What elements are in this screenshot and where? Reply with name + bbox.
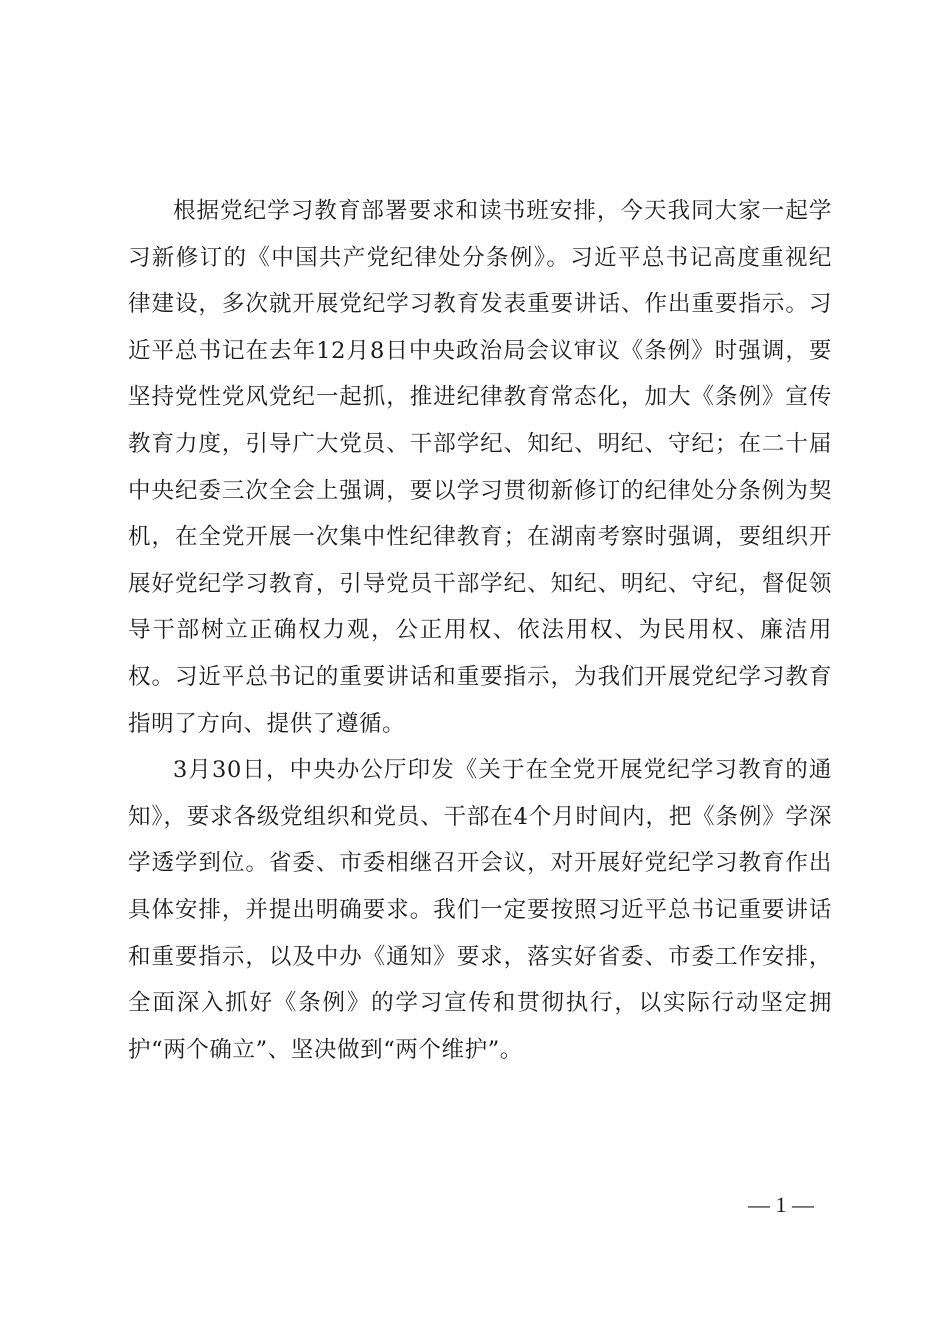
body-paragraph-1: 根据党纪学习教育部署要求和读书班安排，今天我同大家一起学习新修订的《中国共产党纪律处分条例》。习近平总书记高度重视纪律建设，多次就开展党纪学习教育发表重要讲话、作出重要指示。习近平总书记在去年12月8日中央政治局会议审议《条例》时强调，要坚持党性党风党纪一起抓，推进纪律教育常态化，加大《条例》宣传教育力度，引导广大党员、干部学纪、知纪、明纪、守纪；在二十届中央纪委三次全会上强调，要以学习贯彻新修订的纪律处分条例为契机，在全党开展一次集中性纪律教育；在湖南考察时强调，要组织开展好党纪学习教育，引导党员干部学纪、知纪、明纪、守纪，督促领导干部树立正确权力观，公正用权、依法用权、为民用权、廉洁用权。习近平总书记的重要讲话和重要指示，为我们开展党纪学习教育指明了方向、提供了遵循。 xyxy=(128,198,832,737)
page-number: — 1 — xyxy=(748,1192,814,1217)
document-body xyxy=(128,188,832,1073)
body-paragraph-2: 3月30日，中央办公厅印发《关于在全党开展党纪学习教育的通知》，要求各级党组织和党员、干部在4个月时间内，把《条例》学深学透学到位。省委、市委相继召开会议，对开展好党纪学习教育作出具体安排，并提出明确要求。我们一定要按照习近平总书记重要讲话和重要指示，以及中办《通知》要求，落实好省委、市委工作安排，全面深入抓好《条例》的学习宣传和贯彻执行，以实际行动坚定拥护“两个确立”、坚决做到“两个维护”。 xyxy=(128,757,832,1063)
